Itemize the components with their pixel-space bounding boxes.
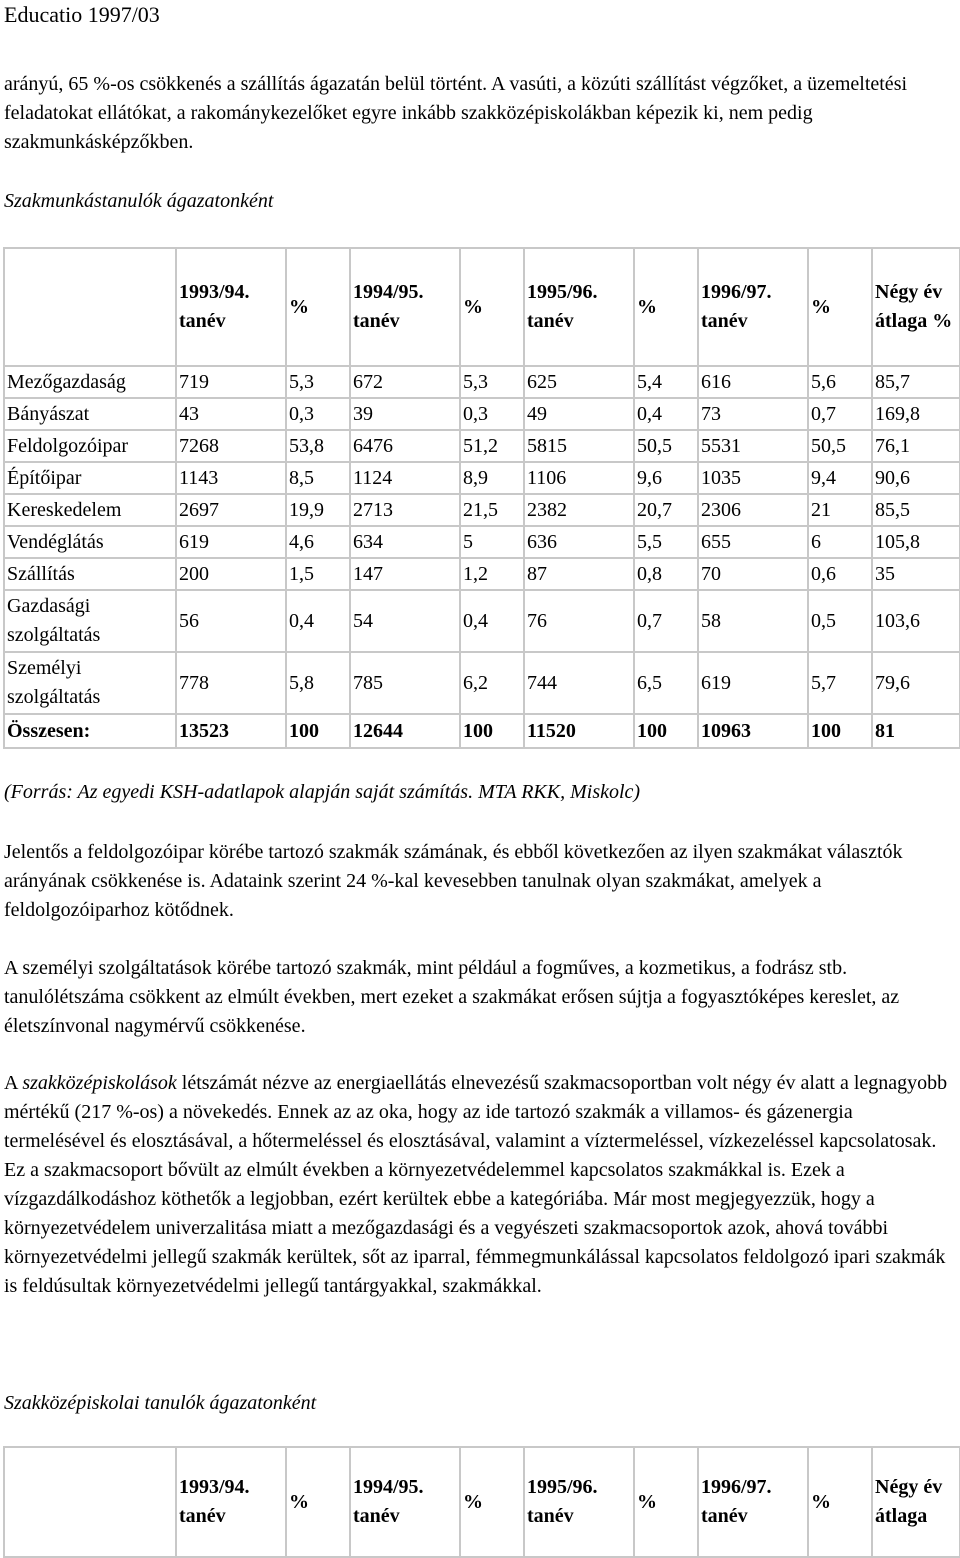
table-row bbox=[4, 494, 960, 526]
table-cell: 5,3 bbox=[286, 366, 350, 398]
header-cell: % bbox=[286, 248, 350, 366]
table-cell: 85,5 bbox=[872, 494, 960, 526]
table-cell: 103,6 bbox=[872, 590, 960, 652]
header-cell: Négy év átlaga % bbox=[872, 248, 960, 366]
table-cell: 19,9 bbox=[286, 494, 350, 526]
header-cell: 1996/97. tanév bbox=[698, 1447, 808, 1557]
table1-caption: Szakmunkástanulók ágazatonként bbox=[4, 190, 274, 212]
table-cell: 169,8 bbox=[872, 398, 960, 430]
paragraph-manufacturing: Jelentős a feldolgozóipar körébe tartozó szakmák számának, és ebből következően az ilyen szakmákat választók arányának csökkenése is. Adataink szerint 24 %-kal kevesebben tanulnak olyan szakmákat, amelyek a feldolgozóiparhoz kötődnek. bbox=[4, 841, 903, 921]
header-cell: % bbox=[286, 1447, 350, 1557]
table-row bbox=[4, 652, 960, 714]
header-cell: % bbox=[634, 248, 698, 366]
table-cell: 719 bbox=[176, 366, 286, 398]
vocational-students-by-sector-table bbox=[3, 1446, 960, 1558]
table-cell: 5 bbox=[460, 526, 524, 558]
table-header-row bbox=[4, 1447, 960, 1557]
header-cell: 1996/97. tanév bbox=[698, 248, 808, 366]
table-cell: 50,5 bbox=[808, 430, 872, 462]
table-cell: 6 bbox=[808, 526, 872, 558]
row-label-cell: Személyi szolgáltatás bbox=[4, 652, 176, 714]
table-header-row bbox=[4, 248, 960, 366]
table-cell: 8,9 bbox=[460, 462, 524, 494]
table-cell: 81 bbox=[872, 714, 960, 748]
table-cell: 21,5 bbox=[460, 494, 524, 526]
table-cell: 1,2 bbox=[460, 558, 524, 590]
table-row bbox=[4, 558, 960, 590]
table-cell: 6476 bbox=[350, 430, 460, 462]
table-cell: 0,3 bbox=[286, 398, 350, 430]
header-cell: % bbox=[808, 248, 872, 366]
table-cell: 636 bbox=[524, 526, 634, 558]
header-cell: 1995/96. tanév bbox=[524, 1447, 634, 1557]
table-body bbox=[4, 366, 960, 748]
table-cell: 100 bbox=[286, 714, 350, 748]
table-cell: 5,5 bbox=[634, 526, 698, 558]
table-cell: 100 bbox=[808, 714, 872, 748]
header-cell: % bbox=[634, 1447, 698, 1557]
row-label-cell: Szállítás bbox=[4, 558, 176, 590]
table-cell: 73 bbox=[698, 398, 808, 430]
table-cell: 9,4 bbox=[808, 462, 872, 494]
table-cell: 5,8 bbox=[286, 652, 350, 714]
table-cell: 6,5 bbox=[634, 652, 698, 714]
table-cell: 655 bbox=[698, 526, 808, 558]
table-cell: 53,8 bbox=[286, 430, 350, 462]
table-cell: 1143 bbox=[176, 462, 286, 494]
table-cell: 79,6 bbox=[872, 652, 960, 714]
table-cell: 8,5 bbox=[286, 462, 350, 494]
table-cell: 0,8 bbox=[634, 558, 698, 590]
apprentices-by-sector-table bbox=[3, 247, 960, 749]
table-cell: 100 bbox=[634, 714, 698, 748]
header-cell: 1995/96. tanév bbox=[524, 248, 634, 366]
table-cell: 13523 bbox=[176, 714, 286, 748]
table-cell: 616 bbox=[698, 366, 808, 398]
emphasized-term: szakközépiskolások bbox=[22, 1072, 177, 1094]
table-cell: 0,4 bbox=[460, 590, 524, 652]
table-row bbox=[4, 430, 960, 462]
table-cell: 200 bbox=[176, 558, 286, 590]
paragraph-lead: A bbox=[4, 1072, 23, 1094]
table-cell: 58 bbox=[698, 590, 808, 652]
table-row bbox=[4, 526, 960, 558]
table-cell: 35 bbox=[872, 558, 960, 590]
table-cell: 672 bbox=[350, 366, 460, 398]
table-cell: 0,7 bbox=[634, 590, 698, 652]
header-cell: 1994/95. tanév bbox=[350, 248, 460, 366]
table-cell: 785 bbox=[350, 652, 460, 714]
table-cell: 2713 bbox=[350, 494, 460, 526]
table-cell: 634 bbox=[350, 526, 460, 558]
table-cell: 20,7 bbox=[634, 494, 698, 526]
source-note: (Forrás: Az egyedi KSH-adatlapok alapján saját számítás. MTA RKK, Miskolc) bbox=[4, 781, 641, 803]
table-cell: 4,6 bbox=[286, 526, 350, 558]
table-cell: 5,7 bbox=[808, 652, 872, 714]
table-cell: 50,5 bbox=[634, 430, 698, 462]
table2-caption: Szakközépiskolai tanulók ágazatonként bbox=[4, 1392, 317, 1414]
table-cell: 87 bbox=[524, 558, 634, 590]
table-row bbox=[4, 590, 960, 652]
table-row bbox=[4, 366, 960, 398]
table-cell: 2382 bbox=[524, 494, 634, 526]
table-cell: 744 bbox=[524, 652, 634, 714]
intro-paragraph: arányú, 65 %-os csökkenés a szállítás ágazatán belül történt. A vasúti, a közúti szállítást végzőket, a üzemeltetési feladatokat ellátókat, a rakománykezelőket egyre inkább szakközépiskolákban képezik ki, nem pedig szakmunkásképzőkben. bbox=[4, 73, 908, 153]
table-cell: 5,6 bbox=[808, 366, 872, 398]
table-cell: 85,7 bbox=[872, 366, 960, 398]
table-cell: 56 bbox=[176, 590, 286, 652]
table-cell: 0,6 bbox=[808, 558, 872, 590]
header-cell: % bbox=[460, 1447, 524, 1557]
table-cell: 10963 bbox=[698, 714, 808, 748]
document-title: Educatio 1997/03 bbox=[4, 2, 160, 27]
table-cell: 778 bbox=[176, 652, 286, 714]
paragraph-body: létszámát nézve az energiaellátás elnevezésű szakmacsoportban volt négy év alatt a legnagyobb mértékű (217 %-os) a növekedés. Ennek az az oka, hogy az ide tartozó szakmák a villamos- és gázenergia termelésével és elosztásával, a hőtermeléssel és elosztásával, valamint a víztermeléssel, vízkezeléssel kapcsolatosak. Ez a szakmacsoport bővült az elmúlt években a környezetvédelemmel kapcsolatos szakmákkal is. Ezek a vízgazdálkodáshoz köthetők a legjobban, ezért kerültek ebbe a kategóriába. Már most megjegyezzük, hogy a környezetvédelem univerzalitása miatt a mezőgazdasági és a vegyészeti szakmacsoportok azok, ahová további környezetvédelmi jellegű szakmák kerültek, sőt az iparral, fémmegmunkálással kapcsolatos feldolgozó ipari szakmák is feldúsultak környezetvédelmi jellegű tantárgyakkal, szakmákkal. bbox=[4, 1072, 948, 1297]
paragraph-vocational-schools bbox=[4, 1069, 954, 1301]
table-cell: 7268 bbox=[176, 430, 286, 462]
table-cell: 12644 bbox=[350, 714, 460, 748]
row-label-cell: Összesen: bbox=[4, 714, 176, 748]
table-cell: 54 bbox=[350, 590, 460, 652]
table-cell: 70 bbox=[698, 558, 808, 590]
table-cell: 0,7 bbox=[808, 398, 872, 430]
table-cell: 2697 bbox=[176, 494, 286, 526]
table-total-row bbox=[4, 714, 960, 748]
table-cell: 0,5 bbox=[808, 590, 872, 652]
row-label-cell: Kereskedelem bbox=[4, 494, 176, 526]
table-cell: 21 bbox=[808, 494, 872, 526]
table-cell: 9,6 bbox=[634, 462, 698, 494]
table-cell: 0,4 bbox=[286, 590, 350, 652]
table-cell: 43 bbox=[176, 398, 286, 430]
header-cell bbox=[4, 248, 176, 366]
table-cell: 105,8 bbox=[872, 526, 960, 558]
table-cell: 5815 bbox=[524, 430, 634, 462]
row-label-cell: Feldolgozóipar bbox=[4, 430, 176, 462]
table-cell: 76 bbox=[524, 590, 634, 652]
row-label-cell: Vendéglátás bbox=[4, 526, 176, 558]
table-cell: 51,2 bbox=[460, 430, 524, 462]
table-cell: 2306 bbox=[698, 494, 808, 526]
table-cell: 1035 bbox=[698, 462, 808, 494]
row-label-cell: Mezőgazdaság bbox=[4, 366, 176, 398]
table-cell: 619 bbox=[698, 652, 808, 714]
paragraph-personal-services: A személyi szolgáltatások körébe tartozó szakmák, mint például a fogműves, a kozmetikus, a fodrász stb. tanulólétszáma csökkent az elmúlt években, mert ezeket a szakmákat erősen sújtja a fogyasztóképes kereslet, az életszínvonal nagymérvű csökkenése. bbox=[4, 957, 900, 1037]
header-cell: 1993/94. tanév bbox=[176, 248, 286, 366]
table-cell: 5,4 bbox=[634, 366, 698, 398]
table-cell: 5531 bbox=[698, 430, 808, 462]
header-cell: 1993/94. tanév bbox=[176, 1447, 286, 1557]
table-cell: 0,3 bbox=[460, 398, 524, 430]
table-cell: 1,5 bbox=[286, 558, 350, 590]
row-label-cell: Bányászat bbox=[4, 398, 176, 430]
table-cell: 39 bbox=[350, 398, 460, 430]
table-cell: 1106 bbox=[524, 462, 634, 494]
header-cell: % bbox=[460, 248, 524, 366]
table-row bbox=[4, 398, 960, 430]
header-cell: Négy év átlaga bbox=[872, 1447, 960, 1557]
table-cell: 625 bbox=[524, 366, 634, 398]
header-cell: 1994/95. tanév bbox=[350, 1447, 460, 1557]
table-cell: 6,2 bbox=[460, 652, 524, 714]
table-cell: 49 bbox=[524, 398, 634, 430]
table-cell: 0,4 bbox=[634, 398, 698, 430]
header-cell bbox=[4, 1447, 176, 1557]
table-cell: 76,1 bbox=[872, 430, 960, 462]
row-label-cell: Építőipar bbox=[4, 462, 176, 494]
table-cell: 5,3 bbox=[460, 366, 524, 398]
table-cell: 619 bbox=[176, 526, 286, 558]
table-row bbox=[4, 462, 960, 494]
table-cell: 1124 bbox=[350, 462, 460, 494]
table-cell: 11520 bbox=[524, 714, 634, 748]
table-cell: 147 bbox=[350, 558, 460, 590]
table-cell: 90,6 bbox=[872, 462, 960, 494]
table-cell: 100 bbox=[460, 714, 524, 748]
row-label-cell: Gazdasági szolgáltatás bbox=[4, 590, 176, 652]
header-cell: % bbox=[808, 1447, 872, 1557]
